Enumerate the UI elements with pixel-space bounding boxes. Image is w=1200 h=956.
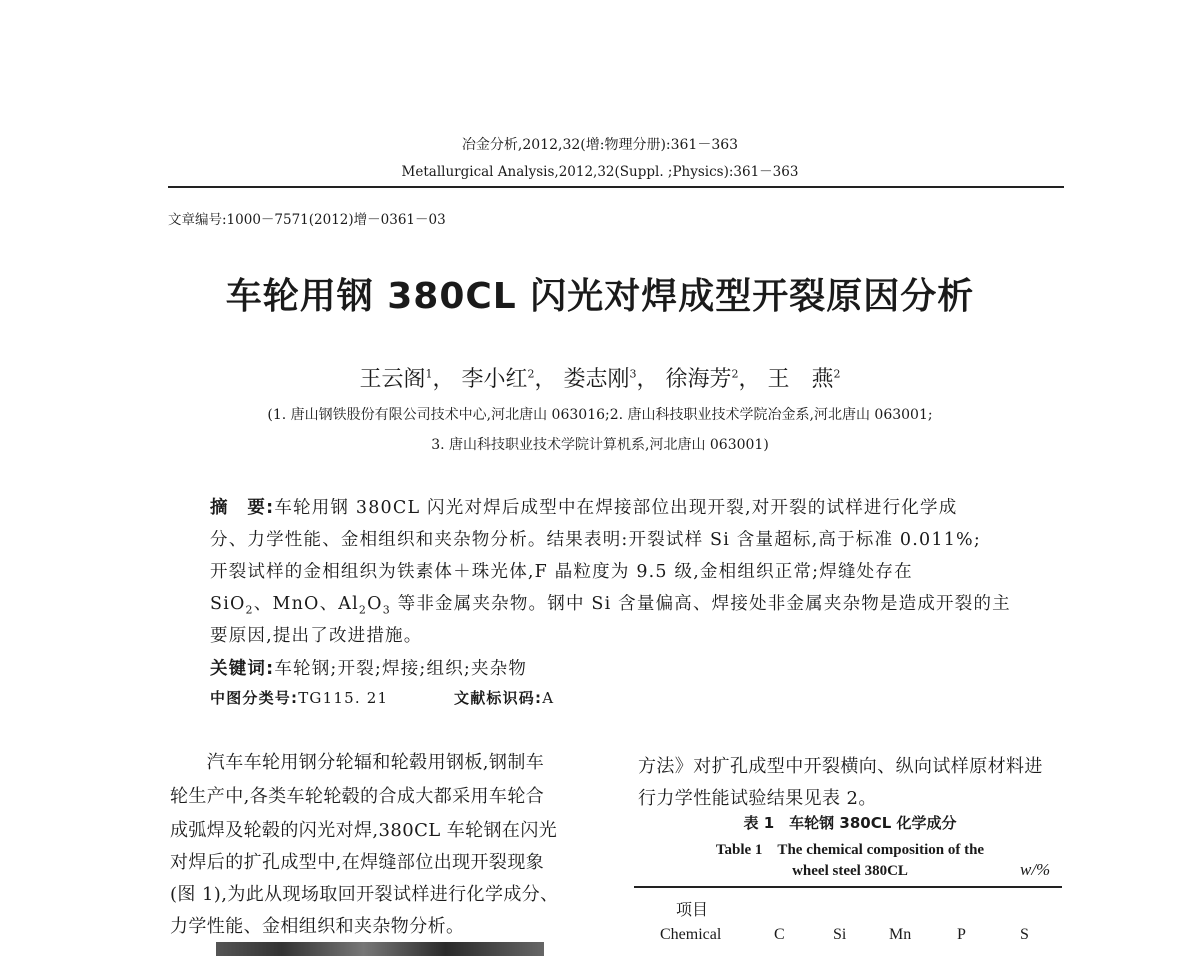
doc-code-line (454, 687, 554, 708)
body-left-line: 对焊后的扩孔成型中,在焊缝部位出现开裂现象 (170, 852, 545, 873)
clc-value: TG115. 21 (298, 689, 389, 707)
body-left-line: 轮生产中,各类车轮轮毂的合成大都采用车轮合 (170, 786, 545, 807)
author-affiliation-mark: 2 (833, 367, 841, 381)
formula-part: 、MnO、Al (253, 594, 359, 614)
abstract-label: 摘 要: (210, 498, 275, 518)
author-list: 王云阁$^1$， 李小红$^2$， 娄志刚$^3$， 徐海芳$^2$， 王 燕$^2$ (359, 367, 841, 392)
body-left-line: 力学性能、金相组织和夹杂物分析。 (170, 916, 465, 937)
formula-subscript: 3 (382, 603, 391, 617)
journal-citation-en: Metallurgical Analysis,2012,32(Suppl. ;Physics):361－363 (401, 164, 799, 180)
author-name: 王云阁 (359, 367, 426, 392)
keywords-text: 车轮钢;开裂;焊接;组织;夹杂物 (274, 659, 528, 679)
author-name: 徐海芳 (665, 367, 732, 392)
author-name: 李小红 (461, 367, 528, 392)
keywords-label: 关键词: (210, 659, 275, 679)
author-affiliation-mark: 2 (731, 367, 739, 381)
table-column-header: P (957, 926, 966, 943)
author-affiliation-mark: 1 (425, 367, 433, 381)
author-affiliation-mark: 2 (527, 367, 535, 381)
abstract-line (210, 494, 957, 519)
abstract-text: 车轮用钢 380CL 闪光对焊后成型中在焊接部位出现开裂,对开裂的试样进行化学成 (274, 498, 958, 518)
doc-code-label: 文献标识码: (454, 689, 543, 707)
table-header-en: Chemical (660, 926, 722, 943)
table-column-header: Mn (889, 926, 912, 943)
body-left-line: (图 1),为此从现场取回开裂试样进行化学成分、 (170, 884, 559, 905)
clc-label: 中图分类号: (210, 689, 299, 707)
keywords-line (210, 655, 527, 680)
table-top-rule (634, 886, 1062, 888)
body-left-line: 成弧焊及轮毂的闪光对焊,380CL 车轮钢在闪光 (170, 820, 558, 841)
abstract-line: 分、力学性能、金相组织和夹杂物分析。结果表明:开裂试样 Si 含量超标,高于标准 0.011%; (210, 530, 981, 550)
body-right-line: 行力学性能试验结果见表 2。 (638, 788, 877, 809)
header-divider (168, 186, 1064, 188)
table-caption-en: wheel steel 380CL (792, 863, 908, 879)
abstract-line: 要原因,提出了改进措施。 (210, 626, 423, 646)
doc-code-value: A (542, 689, 555, 707)
article-number: 文章编号:1000－7571(2012)增－0361－03 (168, 212, 446, 228)
formula-part: O (367, 594, 383, 614)
journal-citation-cn: 冶金分析,2012,32(增:物理分册):361－363 (461, 137, 739, 153)
abstract-line: 开裂试样的金相组织为铁素体＋珠光体,F 晶粒度为 9.5 级,金相组织正常;焊缝处存在 (210, 562, 913, 582)
table-column-header: Si (833, 926, 847, 943)
classification-line (210, 687, 388, 708)
abstract-text: 等非金属夹杂物。钢中 Si 含量偏高、焊接处非金属夹杂物是造成开裂的主 (390, 594, 1011, 614)
table-caption-en: Table 1 The chemical composition of the (715, 842, 985, 858)
body-right-line: 方法》对扩孔成型中开裂横向、纵向试样原材料进 (638, 756, 1043, 777)
author-name: 王 燕 (767, 367, 834, 392)
author-name: 娄志刚 (563, 367, 630, 392)
paper-title: 车轮用钢 380CL 闪光对焊成型开裂原因分析 (225, 276, 975, 317)
table-column-header: S (1020, 926, 1029, 943)
formula-subscript: 2 (358, 603, 368, 617)
author-affiliation-mark: 3 (629, 367, 637, 381)
formula-subscript: 2 (245, 603, 254, 617)
formula-part: SiO (210, 594, 246, 614)
table-caption-cn: 表 1 车轮钢 380CL 化学成分 (743, 814, 957, 832)
affiliation-line: 3. 唐山科技职业技术学院计算机系,河北唐山 063001) (431, 437, 769, 453)
abstract-line (210, 590, 1011, 617)
table-column-header: C (774, 926, 785, 943)
affiliation-line: (1. 唐山钢铁股份有限公司技术中心,河北唐山 063016;2. 唐山科技职业技术学院冶金系,河北唐山 063001; (267, 407, 933, 423)
table-header-cn: 项目 (676, 900, 709, 919)
body-left-line: 汽车车轮用钢分轮辐和轮毂用钢板,钢制车 (170, 752, 545, 773)
table-unit: w/% (1020, 860, 1051, 879)
